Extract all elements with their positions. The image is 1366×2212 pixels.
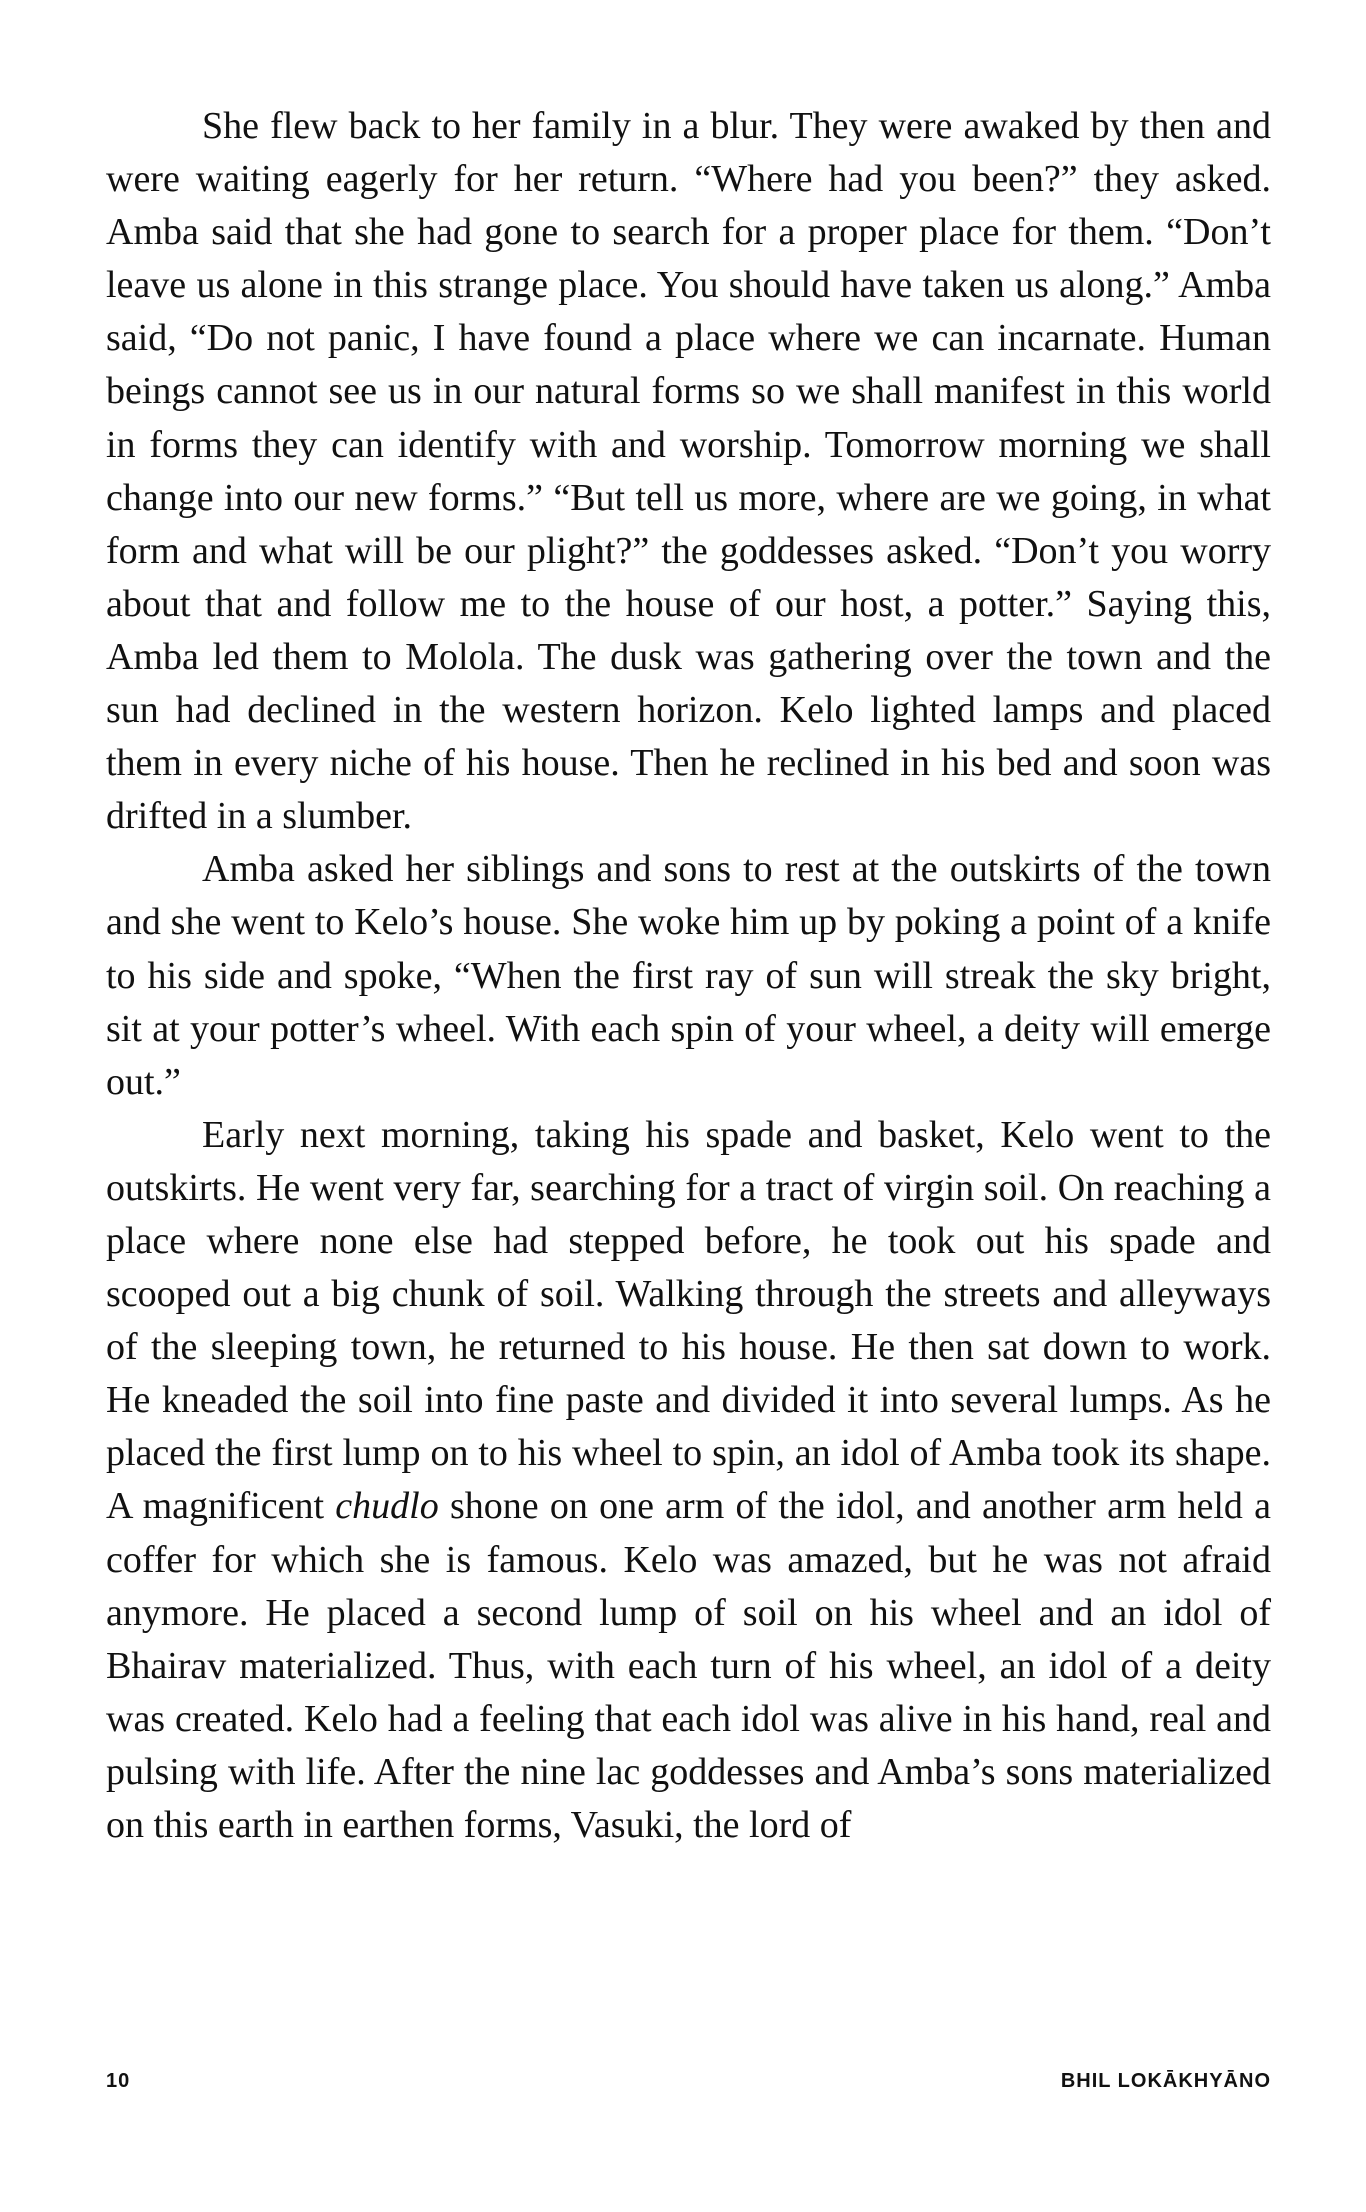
italic-term-chudlo: chudlo — [335, 1485, 439, 1528]
page-body — [106, 100, 1271, 1852]
paragraph-1-text: She flew back to her family in a blur. They were awaked by then and were waiting eagerly for her return. “Where had you been?” they asked. Amba said that she had gone to search for a proper place for them. “Don’t leave us alone in this strange place. You should have taken us along.” Amba said, “Do not panic, I have found a place where we can incarnate. Human beings cannot see us in our natural forms so we shall manifest in this world in forms they can identify with and worship. Tomorrow morning we shall change into our new forms.” “But tell us more, where are we going, in what form and what will be our plight?” the goddesses asked. “Don’t you worry about that and follow me to the house of our host, a potter.” Saying this, Amba led them to Molola. The dusk was gathering over the town and the sun had declined in the western horizon. Kelo lighted lamps and placed them in every niche of his house. Then he reclined in his bed and soon was drifted in a slumber. — [106, 105, 1271, 838]
page-number: 10 — [106, 2070, 131, 2092]
paragraph-3-text-end: shone on one arm of the idol, and another arm held a coffer for which she is famous. Kelo was amazed, but he was not afraid anymore. He placed a second lump of soil on his wheel and an idol of Bhairav materialized. Thus, with each turn of his wheel, an idol of a deity was created. Kelo had a feeling that each idol was alive in his hand, real and pulsing with life. After the nine lac goddesses and Amba’s sons materialized on this earth in earthen forms, Vasuki, the lord of — [106, 1485, 1271, 1846]
page-footer — [106, 2070, 1271, 2100]
paragraph-3-text-start: Early next morning, taking his spade and basket, Kelo went to the outskirts. He went very far, searching for a tract of virgin soil. On reaching a place where none else had stepped before, he took out his spade and scooped out a big chunk of soil. Walking through the streets and alleyways of the sleeping town, he returned to his house. He then sat down to work. He kneaded the soil into fine paste and divided it into several lumps. As he placed the first lump on to his wheel to spin, an idol of Amba took its shape. A magnificent — [106, 1113, 1271, 1528]
paragraph-2-text: Amba asked her siblings and sons to rest at the outskirts of the town and she went to Kelo’s house. She woke him up by poking a point of a knife to his side and spoke, “When the first ray of sun will streak the sky bright, sit at your potter’s wheel. With each spin of your wheel, a deity will emerge out.” — [106, 848, 1271, 1103]
paragraph-1 — [106, 100, 1271, 843]
paragraph-2 — [106, 843, 1271, 1108]
running-title: BHIL LOKĀKHYĀNO — [1060, 2070, 1271, 2092]
paragraph-3 — [106, 1109, 1271, 1852]
